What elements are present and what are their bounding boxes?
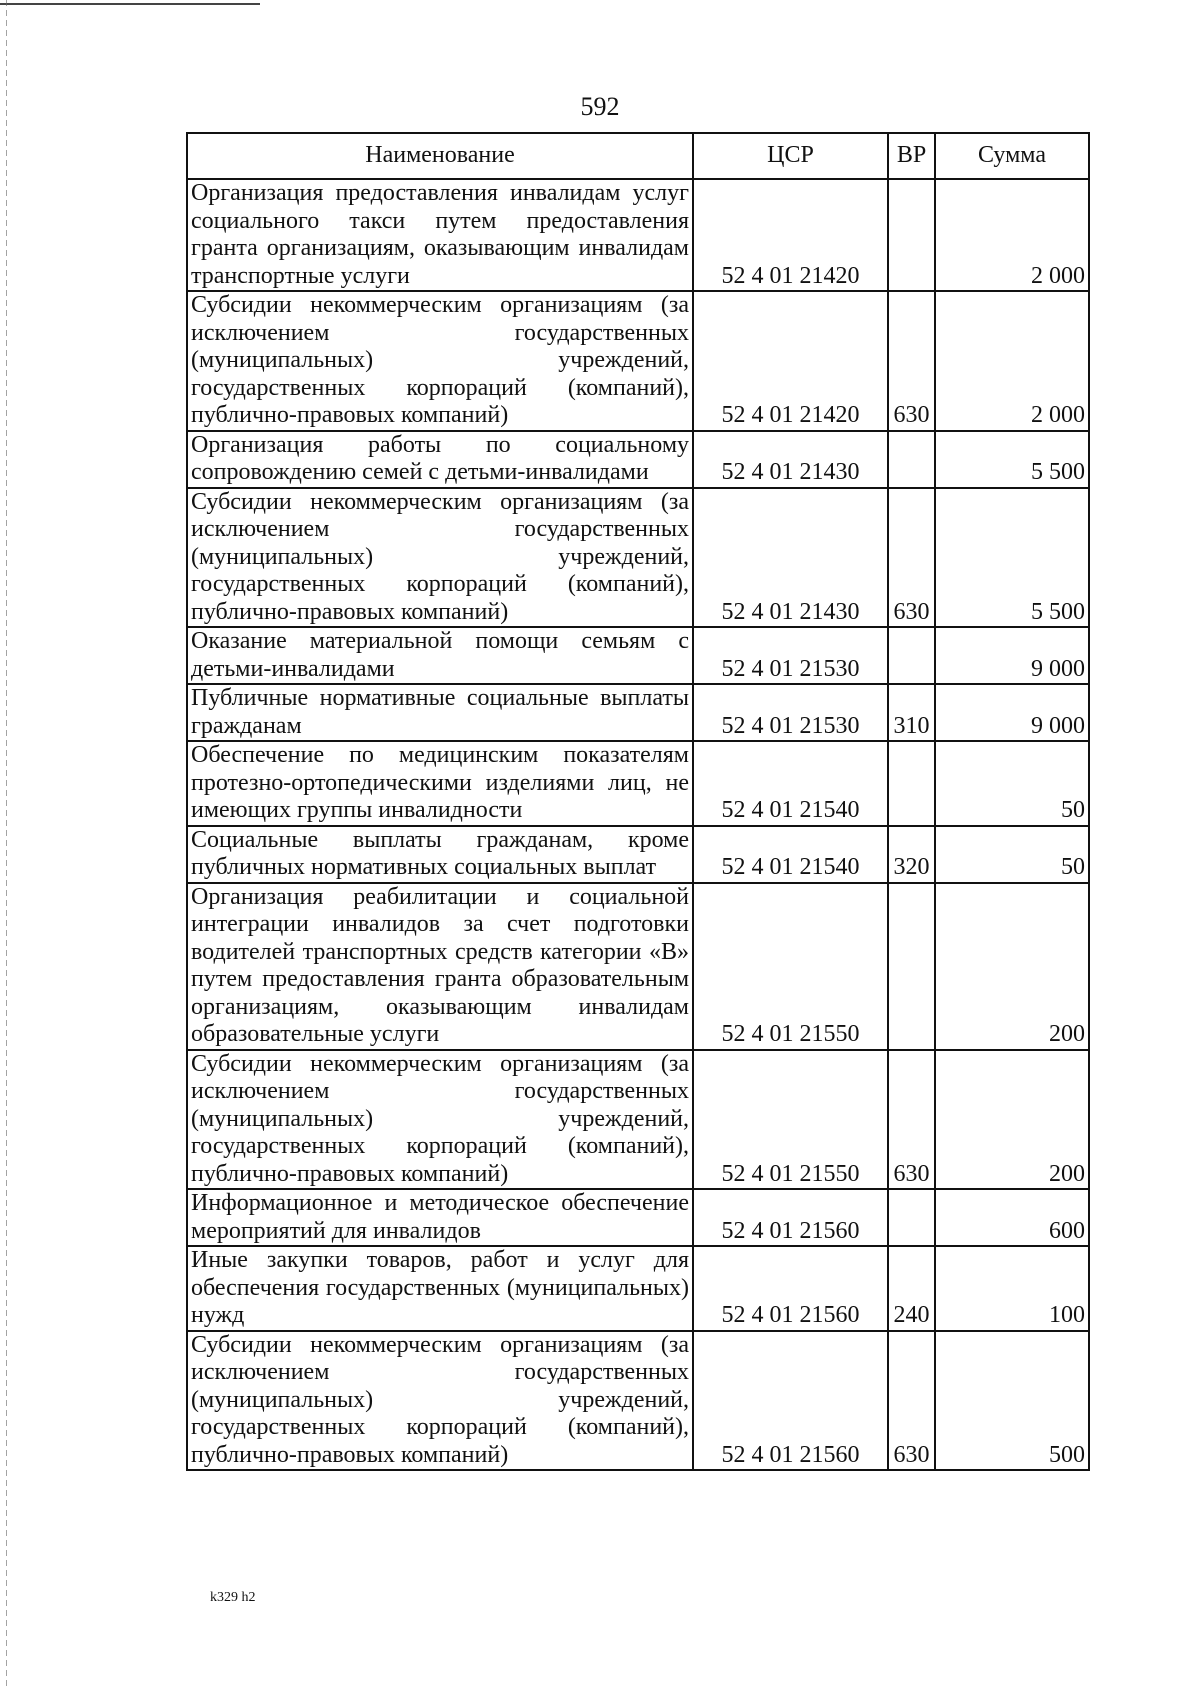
cell-csr: 52 4 01 21530 bbox=[693, 627, 888, 684]
cell-name: Субсидии некоммерческим организациям (за исключением государственных (муниципальных) учреждений, государственных корпораций (компаний), публично-правовых компаний) bbox=[187, 1050, 693, 1190]
cell-csr: 52 4 01 21420 bbox=[693, 179, 888, 291]
cell-name: Организация реабилитации и социальной интеграции инвалидов за счет подготовки водителей транспортных средств категории «В» путем предоставления гранта образовательным организациям, оказывающим инвалидам образовательные услуги bbox=[187, 883, 693, 1050]
cell-sum: 5 500 bbox=[935, 431, 1089, 488]
scan-artifact-left-edge bbox=[6, 0, 7, 1686]
cell-csr: 52 4 01 21560 bbox=[693, 1189, 888, 1246]
cell-name: Публичные нормативные социальные выплаты гражданам bbox=[187, 684, 693, 741]
cell-sum: 50 bbox=[935, 741, 1089, 826]
cell-csr: 52 4 01 21430 bbox=[693, 431, 888, 488]
cell-sum: 2 000 bbox=[935, 291, 1089, 431]
cell-csr: 52 4 01 21560 bbox=[693, 1246, 888, 1331]
cell-sum: 200 bbox=[935, 883, 1089, 1050]
cell-name: Организация предоставления инвалидам услуг социального такси путем предоставления гранта организациям, оказывающим инвалидам транспортные услуги bbox=[187, 179, 693, 291]
cell-sum: 500 bbox=[935, 1331, 1089, 1471]
cell-csr: 52 4 01 21540 bbox=[693, 741, 888, 826]
cell-csr: 52 4 01 21530 bbox=[693, 684, 888, 741]
table-row bbox=[187, 1050, 1089, 1190]
cell-csr: 52 4 01 21420 bbox=[693, 291, 888, 431]
cell-sum: 9 000 bbox=[935, 684, 1089, 741]
cell-sum: 2 000 bbox=[935, 179, 1089, 291]
cell-vr: 630 bbox=[888, 488, 935, 628]
cell-vr bbox=[888, 741, 935, 826]
cell-vr bbox=[888, 1189, 935, 1246]
cell-vr: 240 bbox=[888, 1246, 935, 1331]
table-row bbox=[187, 883, 1089, 1050]
cell-vr: 310 bbox=[888, 684, 935, 741]
cell-name: Субсидии некоммерческим организациям (за исключением государственных (муниципальных) учреждений, государственных корпораций (компаний), публично-правовых компаний) bbox=[187, 488, 693, 628]
table-row bbox=[187, 488, 1089, 628]
cell-vr: 630 bbox=[888, 1050, 935, 1190]
table-body bbox=[187, 179, 1089, 1470]
table-row bbox=[187, 627, 1089, 684]
cell-vr: 630 bbox=[888, 1331, 935, 1471]
cell-vr bbox=[888, 179, 935, 291]
table-row bbox=[187, 291, 1089, 431]
cell-name: Информационное и методическое обеспечение мероприятий для инвалидов bbox=[187, 1189, 693, 1246]
cell-csr: 52 4 01 21560 bbox=[693, 1331, 888, 1471]
header-sum: Сумма bbox=[935, 133, 1089, 179]
header-csr: ЦСР bbox=[693, 133, 888, 179]
table-header-row bbox=[187, 133, 1089, 179]
footer-code: k329 h2 bbox=[210, 1590, 256, 1605]
cell-name: Субсидии некоммерческим организациям (за исключением государственных (муниципальных) учреждений, государственных корпораций (компаний), публично-правовых компаний) bbox=[187, 1331, 693, 1471]
cell-vr: 630 bbox=[888, 291, 935, 431]
cell-name: Социальные выплаты гражданам, кроме публичных нормативных социальных выплат bbox=[187, 826, 693, 883]
cell-sum: 50 bbox=[935, 826, 1089, 883]
cell-name: Обеспечение по медицинским показателям протезно-ортопедическими изделиями лиц, не имеющих группы инвалидности bbox=[187, 741, 693, 826]
cell-vr: 320 bbox=[888, 826, 935, 883]
table-row bbox=[187, 1189, 1089, 1246]
cell-vr bbox=[888, 627, 935, 684]
cell-vr bbox=[888, 431, 935, 488]
budget-table bbox=[186, 132, 1090, 1471]
cell-sum: 5 500 bbox=[935, 488, 1089, 628]
cell-sum: 200 bbox=[935, 1050, 1089, 1190]
cell-name: Субсидии некоммерческим организациям (за исключением государственных (муниципальных) учреждений, государственных корпораций (компаний), публично-правовых компаний) bbox=[187, 291, 693, 431]
table-row bbox=[187, 1331, 1089, 1471]
table-row bbox=[187, 179, 1089, 291]
cell-sum: 9 000 bbox=[935, 627, 1089, 684]
cell-csr: 52 4 01 21540 bbox=[693, 826, 888, 883]
cell-csr: 52 4 01 21430 bbox=[693, 488, 888, 628]
cell-sum: 100 bbox=[935, 1246, 1089, 1331]
cell-name: Оказание материальной помощи семьям с детьми-инвалидами bbox=[187, 627, 693, 684]
table-row bbox=[187, 826, 1089, 883]
header-vr: ВР bbox=[888, 133, 935, 179]
cell-sum: 600 bbox=[935, 1189, 1089, 1246]
cell-name: Организация работы по социальному сопровождению семей с детьми-инвалидами bbox=[187, 431, 693, 488]
table-row bbox=[187, 741, 1089, 826]
cell-csr: 52 4 01 21550 bbox=[693, 1050, 888, 1190]
cell-name: Иные закупки товаров, работ и услуг для обеспечения государственных (муниципальных) нужд bbox=[187, 1246, 693, 1331]
page-number: 592 bbox=[580, 92, 620, 121]
table-row bbox=[187, 684, 1089, 741]
cell-csr: 52 4 01 21550 bbox=[693, 883, 888, 1050]
table-row bbox=[187, 431, 1089, 488]
scan-artifact-top-line bbox=[0, 3, 260, 5]
header-name: Наименование bbox=[187, 133, 693, 179]
table-row bbox=[187, 1246, 1089, 1331]
cell-vr bbox=[888, 883, 935, 1050]
